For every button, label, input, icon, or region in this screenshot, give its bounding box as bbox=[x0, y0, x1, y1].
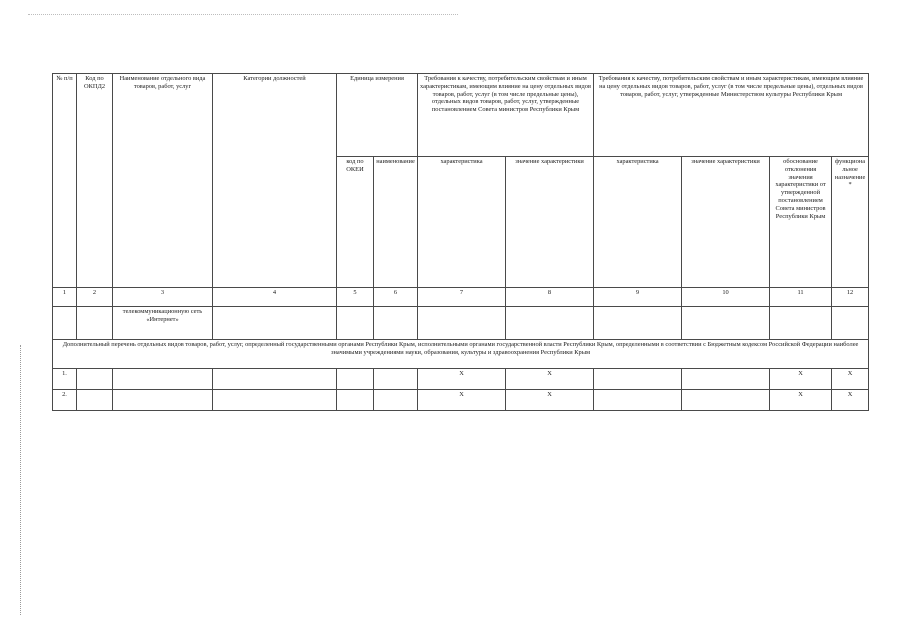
subheader-value-gov: значение характеристики bbox=[506, 157, 594, 288]
column-number: 1 bbox=[53, 288, 77, 307]
row-number: 2. bbox=[53, 390, 77, 411]
goods-requirements-table bbox=[52, 73, 869, 411]
header-item-name: Наименование отдельного вида товаров, работ, услуг bbox=[113, 74, 213, 288]
cell-mark: X bbox=[506, 369, 594, 390]
subheader-value-ministry: значение характеристики bbox=[682, 157, 770, 288]
subheader-deviation-justification: обоснование отклонения значения характеристики от утвержденной постановлением Совета министров Республики Крым bbox=[770, 157, 832, 288]
header-requirements-ministry: Требования к качеству, потребительским свойствам и иным характеристикам, имеющим влияние на цену отдельных видов товаров, работ, услуг (в том числе предельные цены), отдельных видов товаров, работ, услуг, утвержденные Министерством культуры Республики Крым bbox=[594, 74, 869, 157]
header-unit: Единица измерения bbox=[337, 74, 418, 157]
cell-mark: X bbox=[770, 369, 832, 390]
column-number: 7 bbox=[418, 288, 506, 307]
header-okpd2: Код по ОКПД2 bbox=[77, 74, 113, 288]
cell-mark: X bbox=[506, 390, 594, 411]
subheader-characteristic-gov: характеристика bbox=[418, 157, 506, 288]
column-number: 8 bbox=[506, 288, 594, 307]
column-number-row bbox=[53, 288, 869, 307]
left-scan-artifact bbox=[20, 345, 21, 615]
column-number: 12 bbox=[832, 288, 869, 307]
additional-list-title: Дополнительный перечень отдельных видов товаров, работ, услуг, определенный государственными органами Республики Крым, исполнительными органами государственной власти Республики Крым, определенными в соответствии с Бюджетным кодексом Российской Федерации наиболее значимыми учреждениями науки, образования, культуры и здравоохранения Республики Крым bbox=[53, 340, 869, 369]
header-no: № п/п bbox=[53, 74, 77, 288]
subheader-unit-code: код по ОКЕИ bbox=[337, 157, 374, 288]
subheader-characteristic-ministry: характеристика bbox=[594, 157, 682, 288]
column-number: 6 bbox=[374, 288, 418, 307]
column-number: 9 bbox=[594, 288, 682, 307]
column-number: 3 bbox=[113, 288, 213, 307]
cell-mark: X bbox=[832, 390, 869, 411]
header-position-category: Категории должностей bbox=[213, 74, 337, 288]
column-number: 2 bbox=[77, 288, 113, 307]
cell-mark: X bbox=[418, 390, 506, 411]
additional-list-title-row bbox=[53, 340, 869, 369]
table-row bbox=[53, 390, 869, 411]
top-scan-artifact bbox=[28, 14, 458, 15]
subheader-functional-purpose: функциональное назначение* bbox=[832, 157, 869, 288]
row-number: 1. bbox=[53, 369, 77, 390]
column-number: 11 bbox=[770, 288, 832, 307]
internet-item-name: телекоммуникационную сеть «Интернет» bbox=[113, 307, 213, 340]
header-row-main bbox=[53, 74, 869, 157]
column-number: 5 bbox=[337, 288, 374, 307]
subheader-unit-name: наименование bbox=[374, 157, 418, 288]
cell-mark: X bbox=[770, 390, 832, 411]
cell-mark: X bbox=[832, 369, 869, 390]
column-number: 4 bbox=[213, 288, 337, 307]
header-requirements-government: Требования к качеству, потребительским свойствам и иным характеристикам, имеющим влияние на цену отдельных видов товаров, работ, услуг (в том числе предельные цены), отдельных видов товаров, работ, услуг, утвержденные постановлением Совета министров Республики Крым bbox=[418, 74, 594, 157]
internet-row bbox=[53, 307, 869, 340]
table-row bbox=[53, 369, 869, 390]
cell-mark: X bbox=[418, 369, 506, 390]
column-number: 10 bbox=[682, 288, 770, 307]
